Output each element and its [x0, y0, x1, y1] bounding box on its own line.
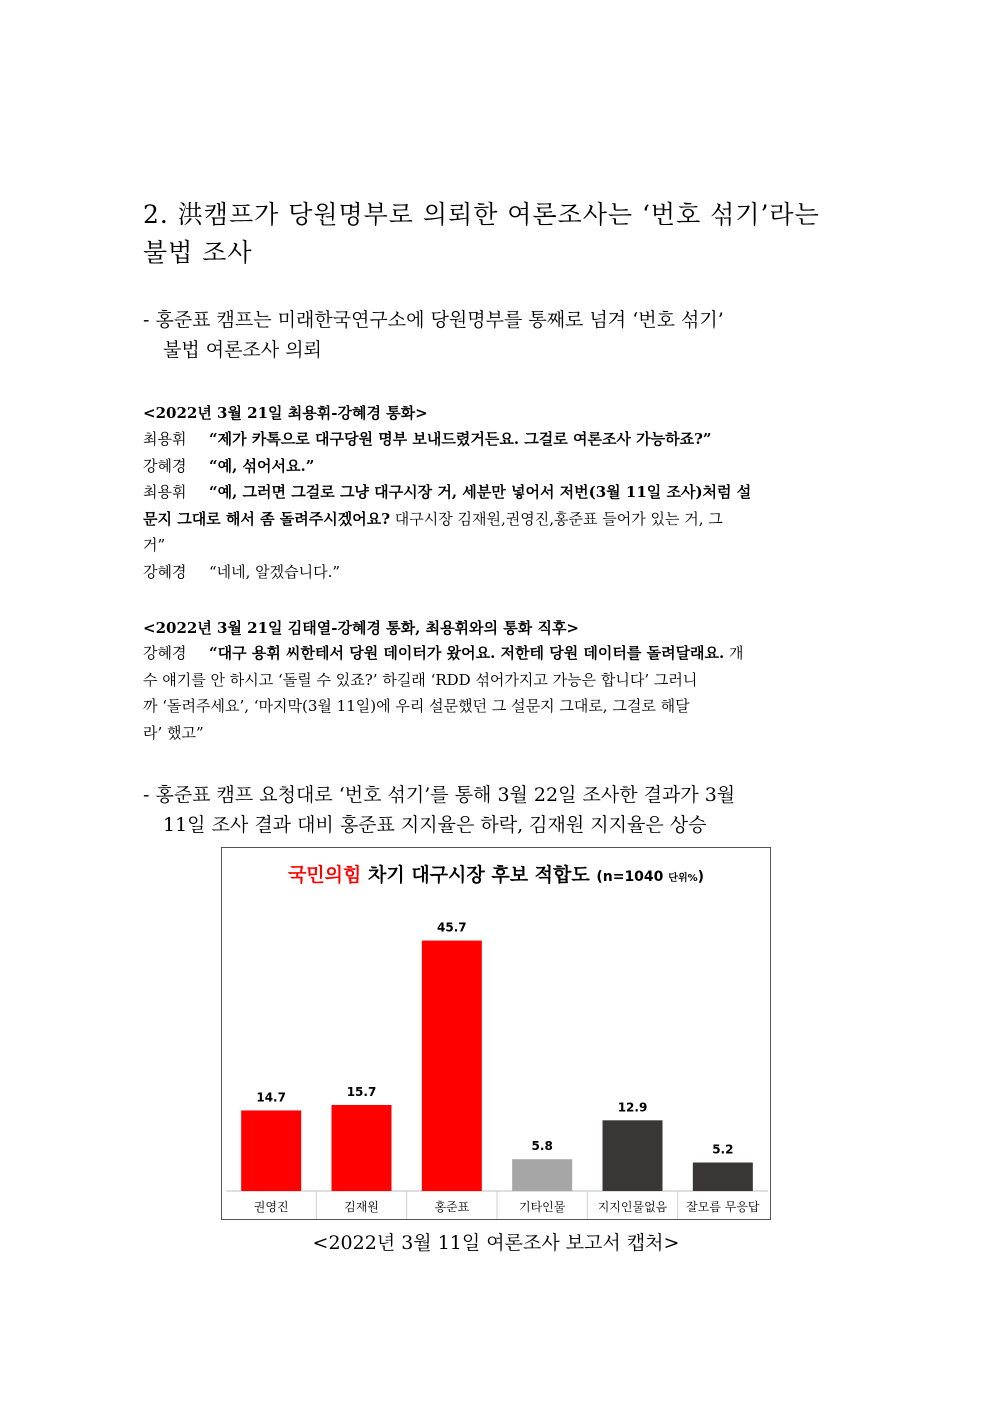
- bar-value-label: 14.7: [256, 1090, 286, 1105]
- quote-bold: “예, 그러면 그걸로 그냥 대구시장 거, 세분만 넣어서 저번(3월 11일 조사)처럼 설: [209, 483, 752, 501]
- quote-bold: “제가 카톡으로 대구당원 명부 보내드렸거든요. 그걸로 여론조사 가능하죠?”: [209, 430, 712, 448]
- speaker-name: 최용휘: [143, 430, 187, 448]
- quote-text: 대구시장 김재원,권영진,홍준표 들어가 있는 거, 그: [390, 509, 723, 528]
- quote-text: 거”: [143, 536, 166, 554]
- bullet1-line1: - 홍준표 캠프는 미래한국연구소에 당원명부를 통째로 넘겨 ‘번호 섞기’: [143, 309, 724, 331]
- chart-title-close: ): [697, 869, 705, 885]
- chart-title-party: 국민의힘: [287, 864, 362, 886]
- bar-value-label: 45.7: [437, 920, 467, 935]
- call2-header: <2022년 3월 21일 김태열-강혜경 통화, 최용휘와의 통화 직후>: [143, 619, 580, 637]
- speaker-name: 강혜경: [143, 644, 187, 662]
- chart-title-n: (n=1040: [596, 869, 669, 885]
- category-label: 김재원: [344, 1200, 379, 1214]
- category-label: 잘모름 무응답: [686, 1200, 760, 1214]
- bullet2-line2: 11일 조사 결과 대비 홍준표 지지율은 하락, 김재원 지지율은 상승: [163, 814, 707, 836]
- bullet1-line2: 불법 여론조사 의뢰: [163, 339, 322, 361]
- call1-line: [143, 479, 850, 506]
- category-label: 기타인물: [518, 1200, 566, 1214]
- bar-chart: [221, 847, 771, 1220]
- figure-caption: <2022년 3월 11일 여론조사 보고서 캡처>: [312, 1232, 680, 1254]
- call1-line: [143, 559, 850, 586]
- category-label: 권영진: [253, 1200, 289, 1214]
- bar: [241, 1110, 301, 1191]
- quote-text: 수 얘기를 안 하시고 ‘돌릴 수 있죠?’ 하길래 ‘RDD 섞어가지고 가능은 합니다’ 그러니: [143, 670, 698, 689]
- call1-line: [143, 426, 850, 453]
- chart-plot: [222, 848, 770, 1219]
- quote-text: 라’ 했고”: [143, 723, 204, 742]
- call2-line: [143, 667, 850, 694]
- call1-line: [143, 532, 850, 559]
- bar-value-label: 5.2: [712, 1142, 734, 1157]
- quote-bold: “대구 용휘 씨한테서 당원 데이터가 왔어요. 저한테 당원 데이터를 돌려달래요.: [209, 644, 725, 662]
- bar: [603, 1120, 663, 1191]
- bar-value-label: 12.9: [617, 1100, 648, 1115]
- chart-title-main: 차기 대구시장 후보 적합도: [361, 864, 597, 886]
- bar-value-label: 5.8: [531, 1139, 553, 1154]
- quote-bold: “예, 섞어서요.”: [209, 456, 315, 475]
- speaker-name: 강혜경: [143, 456, 187, 475]
- call2-line: [143, 640, 850, 667]
- bar: [422, 941, 482, 1191]
- bar: [693, 1163, 753, 1191]
- bar: [332, 1105, 392, 1191]
- category-label: 지지인물없음: [597, 1200, 668, 1214]
- speaker-name: 최용휘: [143, 483, 187, 501]
- call1-line: [143, 453, 850, 480]
- call1-line: [143, 506, 850, 533]
- speaker-name: 강혜경: [143, 562, 187, 581]
- section-heading-line2: 불법 조사: [143, 238, 253, 267]
- quote-text: 개: [724, 644, 744, 662]
- chart-title-unit: 단위%: [668, 873, 698, 884]
- call1-header: <2022년 3월 21일 최용휘-강혜경 통화>: [143, 404, 428, 422]
- call2-line: [143, 720, 850, 747]
- quote-bold: 문지 그대로 해서 좀 돌려주시겠어요?: [143, 509, 391, 528]
- bullet2-line1: - 홍준표 캠프 요청대로 ‘번호 섞기’를 통해 3월 22일 조사한 결과가 3월: [143, 784, 736, 806]
- bar: [512, 1159, 572, 1191]
- section-heading-line1: 2. 洪캠프가 당원명부로 의뢰한 여론조사는 ‘번호 섞기’라는: [143, 200, 820, 229]
- bar-value-label: 15.7: [346, 1084, 377, 1099]
- quote-text: “네네, 알겠습니다.”: [209, 562, 341, 581]
- category-label: 홍준표: [434, 1200, 470, 1214]
- quote-text: 까 ‘돌려주세요’, ‘마지막(3월 11일)에 우리 설문했던 그 설문지 그대로, 그걸로 해달: [143, 697, 690, 715]
- call2-line: [143, 693, 850, 720]
